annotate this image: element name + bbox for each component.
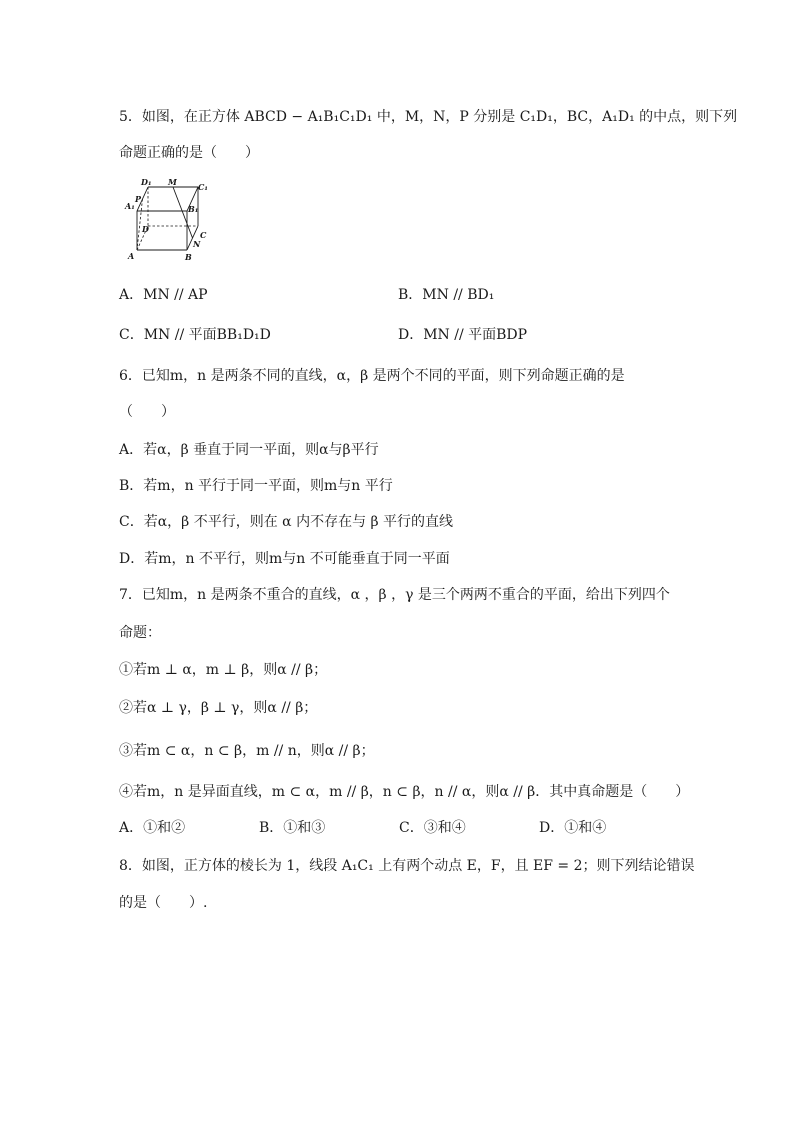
q6-option-c: C．若α，β 不平行，则在 α 内不存在与 β 平行的直线 <box>119 514 454 530</box>
q7-option-b: B．①和③ <box>259 820 326 836</box>
q6-stem-line2: （ ） <box>119 404 175 420</box>
q7-statement-1: ①若m ⊥ α，m ⊥ β，则α // β； <box>119 662 328 678</box>
q5-stem-line1: 5．如图，在正方体 ABCD − A₁B₁C₁D₁ 中，M，N，P 分别是 C₁D₁，BC，A₁D₁ 的中点，则下列 <box>119 109 738 125</box>
q7-stem-line1: 7．已知m，n 是两条不重合的直线，α ，β ，γ 是三个两两不重合的平面，给出下列四个 <box>119 587 670 603</box>
label-D: D <box>142 224 149 234</box>
label-A1: A₁ <box>125 201 135 211</box>
label-B1: B₁ <box>188 204 199 214</box>
q5-option-b: B．MN // BD₁ <box>398 287 495 303</box>
q5-stem-line2: 命题正确的是（ ） <box>119 145 259 161</box>
label-N: N <box>193 239 201 249</box>
label-B: B <box>185 252 192 262</box>
q7-stem-line2: 命题： <box>119 625 161 641</box>
q7-option-a: A．①和② <box>119 820 186 836</box>
label-A: A <box>128 251 135 261</box>
q6-stem-line1: 6．已知m，n 是两条不同的直线，α，β 是两个不同的平面，则下列命题正确的是 <box>119 368 625 384</box>
label-M: M <box>168 177 177 187</box>
q6-option-d: D．若m，n 不平行，则m与n 不可能垂直于同一平面 <box>119 551 450 567</box>
q6-option-b: B．若m，n 平行于同一平面，则m与n 平行 <box>119 478 393 494</box>
q7-option-d: D．①和④ <box>539 820 607 836</box>
label-C1: C₁ <box>198 182 208 192</box>
q5-option-c: C．MN // 平面BB₁D₁D <box>119 327 271 343</box>
q7-statement-2: ②若α ⊥ γ，β ⊥ γ，则α // β； <box>119 700 318 716</box>
q8-stem-line1: 8．如图，正方体的棱长为 1，线段 A₁C₁ 上有两个动点 E，F，且 EF = 2；则下列结论错误 <box>119 858 695 874</box>
q7-statement-4: ④若m，n 是异面直线，m ⊂ α，m // β，n ⊂ β，n // α，则α // β．其中真命题是（ ） <box>119 784 690 800</box>
q6-option-a: A．若α，β 垂直于同一平面，则α与β平行 <box>119 442 379 458</box>
cube-figure <box>121 176 221 266</box>
q8-stem-line2: 的是（ ）. <box>119 895 208 911</box>
q5-option-d: D．MN // 平面BDP <box>398 327 528 343</box>
q5-option-a: A．MN // AP <box>119 287 208 303</box>
q7-statement-3: ③若m ⊂ α，n ⊂ β，m // n，则α // β； <box>119 743 375 759</box>
label-D1: D₁ <box>141 177 152 187</box>
q7-option-c: C．③和④ <box>399 820 466 836</box>
label-C: C <box>200 230 207 240</box>
label-P: P <box>135 194 142 204</box>
